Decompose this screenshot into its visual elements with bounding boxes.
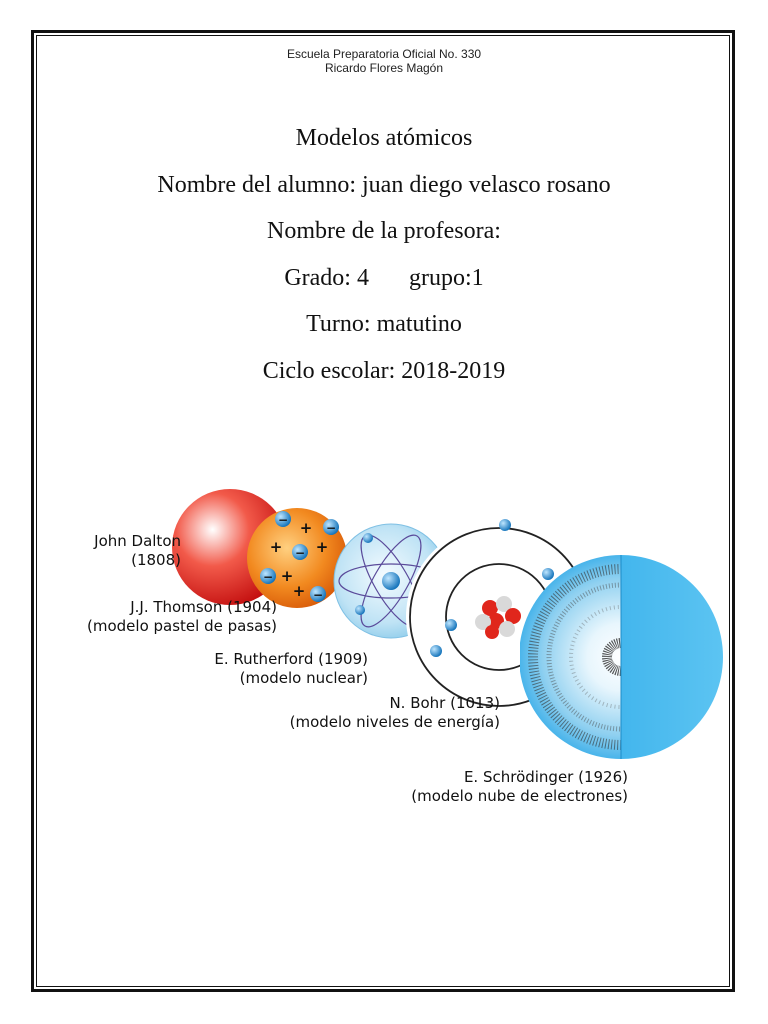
electron: [430, 645, 442, 657]
plus-sign: +: [299, 519, 313, 537]
caption-thomson-detail: (modelo pastel de pasas): [87, 617, 277, 635]
grade-group: [0, 258, 768, 305]
teacher-name: Nombre de la profesora:: [267, 218, 501, 244]
school-motto: Ricardo Flores Magón: [324, 61, 444, 75]
atomic-models-figure: [0, 470, 768, 830]
electron: [499, 519, 511, 531]
nucleus: [382, 572, 400, 590]
caption-schrodinger-detail: (modelo nube de electrones): [411, 787, 628, 805]
caption-rutherford-name: E. Rutherford (1909): [214, 650, 368, 668]
minus-sign: −: [277, 513, 289, 527]
electron: [363, 533, 373, 543]
caption-dalton-name: John Dalton: [94, 532, 181, 550]
school-header: [0, 47, 768, 75]
cover-info: [0, 118, 768, 397]
caption-dalton-detail: (1808): [131, 551, 181, 569]
plus-sign: +: [269, 538, 283, 556]
caption-bohr-name: N. Bohr (1013): [389, 694, 500, 712]
shift: Turno: matutino: [306, 311, 462, 337]
thomson-model: [247, 508, 347, 608]
group: grupo:1: [408, 264, 484, 291]
minus-sign: −: [294, 546, 306, 560]
plus-sign: +: [315, 538, 329, 556]
electron: [542, 568, 554, 580]
minus-sign: −: [312, 588, 324, 602]
minus-sign: −: [325, 521, 337, 535]
neutron: [499, 621, 515, 637]
document-title: Modelos atómicos: [295, 125, 473, 151]
grade: Grado: 4: [284, 264, 369, 291]
caption-thomson-name: J.J. Thomson (1904): [130, 598, 277, 616]
caption-rutherford-detail: (modelo nuclear): [239, 669, 368, 687]
schrodinger-model: [519, 555, 723, 759]
minus-sign: −: [262, 570, 274, 584]
electron: [355, 605, 365, 615]
caption-schrodinger-name: E. Schrödinger (1926): [463, 768, 628, 786]
plus-sign: +: [280, 567, 294, 585]
plus-sign: +: [292, 582, 306, 600]
caption-bohr-detail: (modelo niveles de energía): [289, 713, 500, 731]
school-cycle: Ciclo escolar: 2018-2019: [262, 357, 506, 384]
school-name: Escuela Preparatoria Oficial No. 330: [286, 47, 482, 61]
proton: [485, 625, 499, 639]
electron: [445, 619, 457, 631]
student-name: Nombre del alumno: juan diego velasco rosano: [157, 171, 611, 198]
